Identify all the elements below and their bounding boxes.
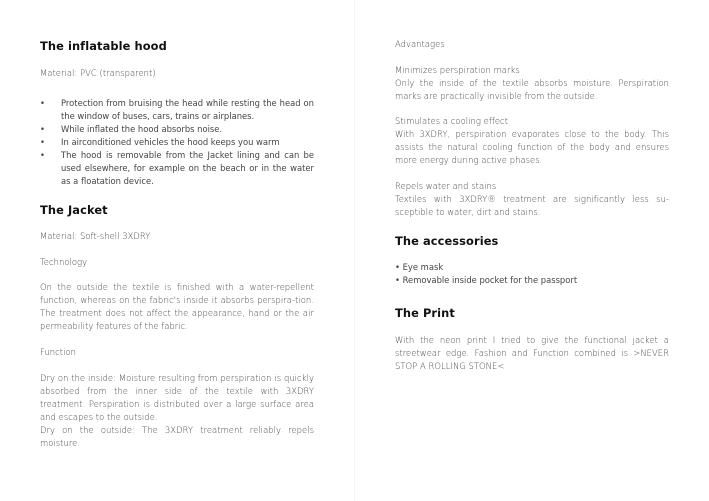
advantages-heading: Advantages — [395, 39, 445, 49]
function-heading: Function — [40, 347, 77, 357]
list-item: • In airconditioned vehicles the hood keeps you warm — [40, 137, 280, 147]
technology-heading: Technology — [40, 257, 88, 267]
hood-material: Material: PVC (transparent) — [40, 68, 156, 78]
jacket-title: The Jacket — [40, 203, 108, 217]
technology-text: On the outside the textile is finished with a water-repellent function, whereas on the fabric's inside it absorbs perspira-tion. The treatment does not affect the appearance, hand or the air permeability features of the fabric. — [40, 282, 314, 331]
hood-bullet-list — [40, 97, 314, 188]
list-item: • Removable inside pocket for the passport — [395, 275, 578, 285]
accessories-title: The accessories — [395, 234, 499, 248]
page-fold — [354, 0, 355, 501]
advantage-1-heading: Minimizes perspiration marks — [395, 65, 520, 75]
list-item: • Eye mask — [395, 262, 444, 272]
list-item: • Protection from bruising the head while resting the head on the window of buses, cars, trains or airplanes. — [40, 98, 314, 121]
advantage-3-heading: Repels water and stains — [395, 181, 497, 191]
jacket-material: Material: Soft-shell 3XDRY — [40, 231, 151, 241]
advantage-2-text: With 3XDRY, perspiration evaporates close to the body. This assists the natural cooling function of the body and ensures more energy during active phases. — [395, 129, 669, 165]
list-item: • The hood is removable from the Jacket lining and can be used elsewhere, for example on the beach or in the water as a floatation device. — [40, 150, 314, 186]
accessories-list — [395, 261, 669, 287]
print-title: The Print — [395, 306, 455, 320]
function-text-inside: Dry on the inside: Moisture resulting from perspiration is quickly absorbed from the inner side of the textile with 3XDRY treatment. Perspiration is distributed over a large surface area and escapes to the outside. — [40, 373, 314, 422]
print-text: With the neon print I tried to give the functional jacket a streetwear edge. Fashion and Function combined is >NEVER STOP A ROLLING STONE< — [395, 335, 669, 371]
function-text-outside: Dry on the outside: The 3XDRY treatment reliably repels moisture. — [40, 425, 314, 448]
advantage-1-text: Only the inside of the textile absorbs moisture. Perspiration marks are practically invisible from the outside. — [395, 78, 669, 101]
list-item: • While inflated the hood absorbs noise. — [40, 124, 223, 134]
advantage-2-heading: Stimulates a cooling effect — [395, 116, 509, 126]
advantage-3-text: Textiles with 3XDRY® treatment are significantly less su-sceptible to water, dirt and stains. — [395, 194, 669, 217]
hood-title: The inflatable hood — [40, 39, 167, 53]
